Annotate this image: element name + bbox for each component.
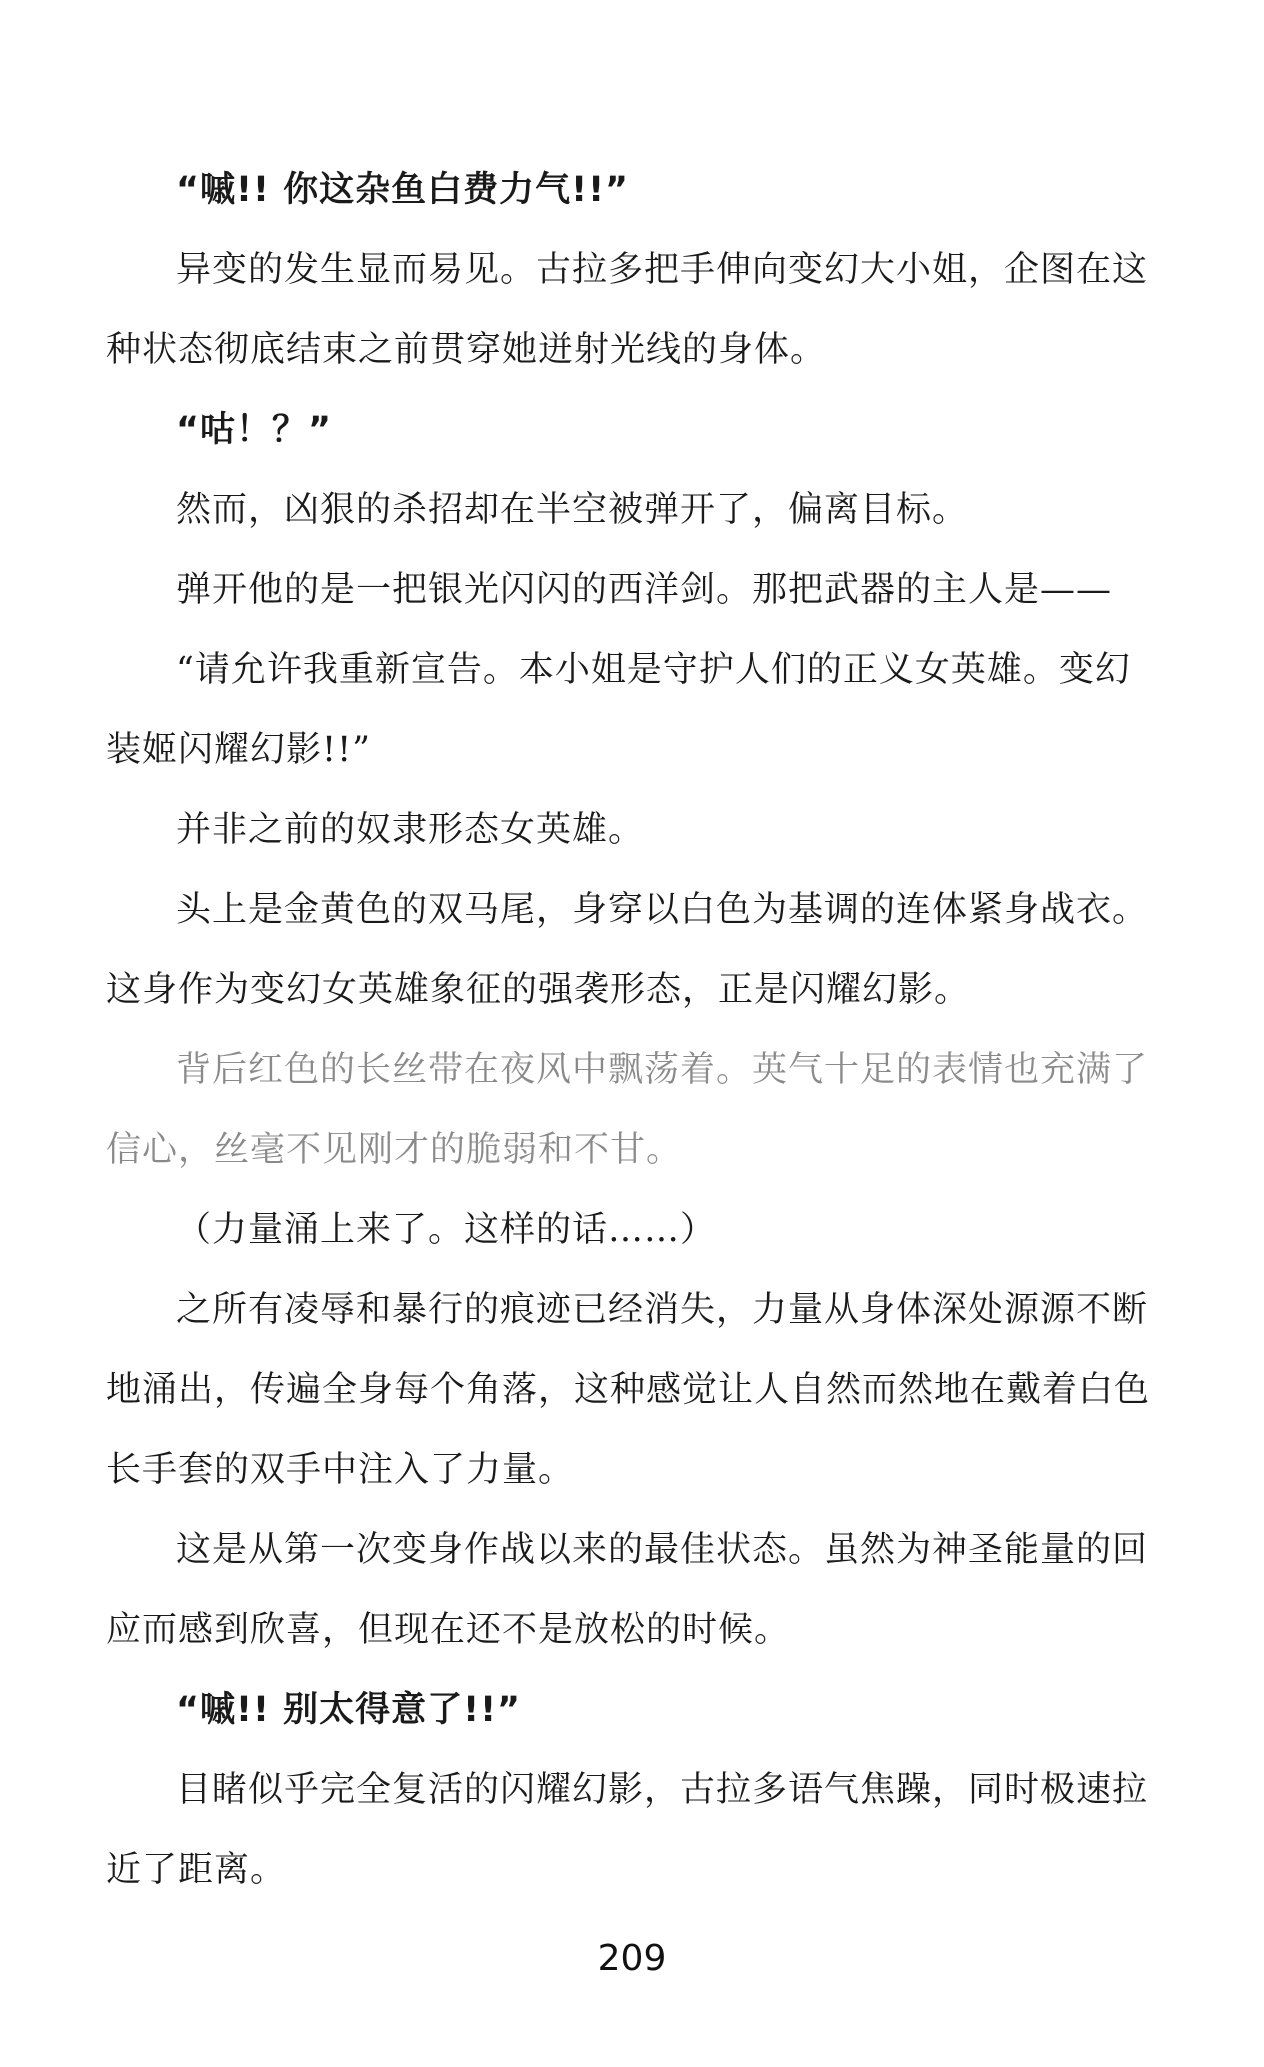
- paragraph-7: 并非之前的奴隶形态女英雄。: [176, 810, 645, 850]
- paragraph-14: 目睹似乎完全复活的闪耀幻影，古拉多语气焦躁，同时极速拉近了距离。: [106, 1770, 1149, 1890]
- paragraph-5: 弹开他的是一把银光闪闪的西洋剑。那把武器的主人是——: [176, 570, 1113, 610]
- paragraph-2: 异变的发生显而易见。古拉多把手伸向变幻大小姐，企图在这种状态彻底结束之前贯穿她迸射光线的身体。: [106, 250, 1149, 370]
- paragraph-13: “嘁!! 别太得意了!!”: [176, 1690, 522, 1730]
- paragraph-11: 之所有凌辱和暴行的痕迹已经消失，力量从身体深处源源不断地涌出，传遍全身每个角落，这种感觉让人自然而然地在戴着白色长手套的双手中注入了力量。: [106, 1290, 1151, 1490]
- page-number: 209: [597, 1938, 667, 1979]
- paragraph-6: “请允许我重新宣告。本小姐是守护人们的正义女英雄。变幻装姬闪耀幻影!!”: [106, 650, 1131, 770]
- paragraph-9: 背后红色的长丝带在夜风中飘荡着。英气十足的表情也充满了信心，丝毫不见刚才的脆弱和不甘。: [106, 1050, 1149, 1170]
- paragraph-12: 这是从第一次变身作战以来的最佳状态。虽然为神圣能量的回应而感到欣喜，但现在还不是放松的时候。: [106, 1530, 1149, 1650]
- paragraph-4: 然而，凶狠的杀招却在半空被弹开了，偏离目标。: [176, 490, 969, 530]
- paragraph-1: “嘁!! 你这杂鱼白费力气!!”: [176, 170, 630, 210]
- paragraph-10: （力量涌上来了。这样的话……）: [176, 1210, 717, 1250]
- paragraph-8: 头上是金黄色的双马尾，身穿以白色为基调的连体紧身战衣。这身作为变幻女英雄象征的强袭形态，正是闪耀幻影。: [106, 890, 1149, 1010]
- paragraph-3: “咕！？”: [176, 410, 333, 450]
- page-body: [106, 150, 1166, 1910]
